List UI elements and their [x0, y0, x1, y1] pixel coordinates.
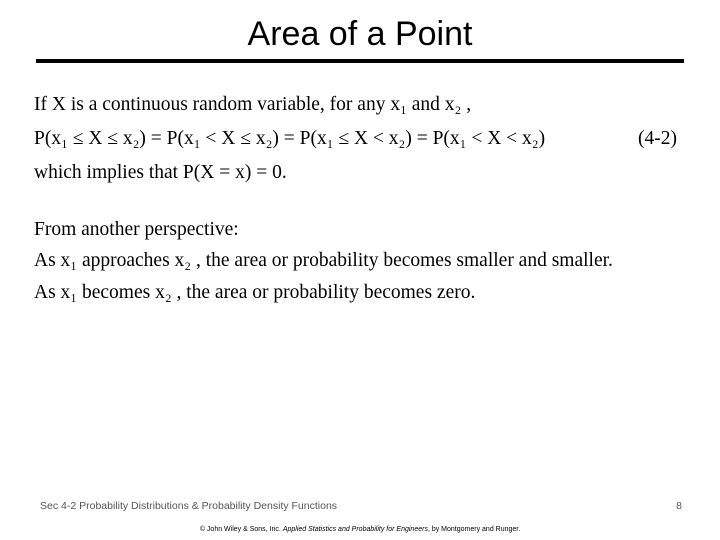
footer-section-label: Sec 4-2 Probability Distributions & Probability Density Functions [40, 500, 338, 512]
body-line-implication: which implies that P(X = x) = 0. [34, 162, 287, 183]
body-line-becomes: As x₁ becomes x₂ , the area or probability becomes zero. [34, 282, 476, 303]
copyright-prefix: © John Wiley & Sons, Inc. [199, 526, 281, 533]
body-line-intro: If X is a continuous random variable, for any x₁ and x₂ , [34, 94, 472, 115]
copyright-suffix: , by Montgomery and Runger. [427, 526, 521, 533]
title-divider [36, 59, 684, 63]
page-number: 8 [676, 500, 682, 512]
copyright-notice [0, 526, 720, 533]
copyright-book-title: Applied Statistics and Probability for Engineers [282, 526, 428, 533]
slide-title: Area of a Point [247, 15, 473, 53]
equation-4-2: P(x₁ ≤ X ≤ x₂) = P(x₁ < X ≤ x₂) = P(x₁ ≤ X < x₂) = P(x₁ < X < x₂) [34, 128, 546, 149]
body-line-perspective: From another perspective: [34, 219, 239, 240]
body-line-approaches: As x₁ approaches x₂ , the area or probability becomes smaller and smaller. [34, 250, 613, 271]
equation-number: (4-2) [638, 128, 677, 149]
